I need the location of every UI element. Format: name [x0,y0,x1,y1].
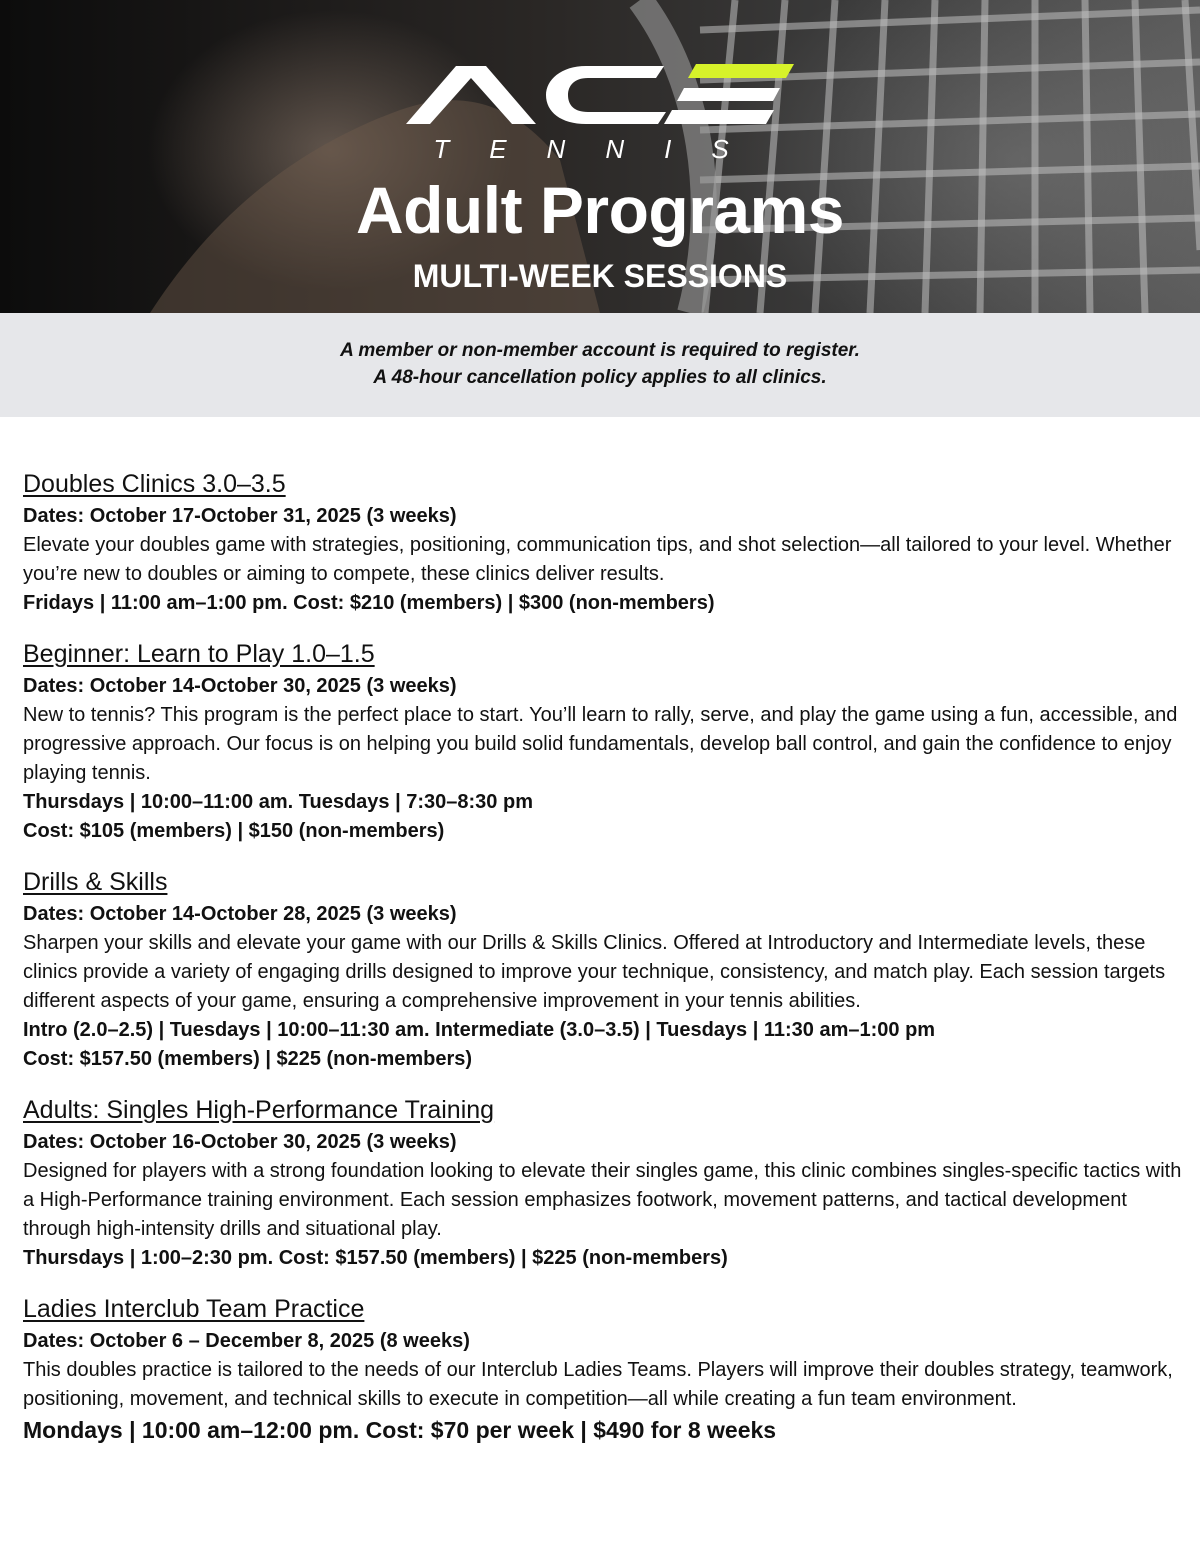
program-description: Sharpen your skills and elevate your game with our Drills & Skills Clinics. Offered at Introductory and Intermediate levels, these clinics provide a variety of engaging drills designed to improve your technique, consistency, and match play. Each session targets different aspects of your game, ensuring a comprehensive improvement in your tennis abilities. [23,932,1166,1012]
program-title: Doubles Clinics 3.0–3.5 [23,470,286,498]
program-schedule: Thursdays | 1:00–2:30 pm. Cost: $157.50 (members) | $225 (non-members) [23,1247,728,1269]
page-subtitle: MULTI-WEEK SESSIONS [412,258,788,294]
notice-line-cancellation: A 48-hour cancellation policy applies to all clinics. [373,367,827,388]
program-description: Designed for players with a strong foundation looking to elevate their singles game, this clinic combines singles-specific tactics with a High-Performance training environment. Each session emphasizes footwork, movement patterns, and tactical development through high-intensity drills and situational play. [23,1160,1182,1240]
program-title: Adults: Singles High-Performance Training [23,1096,495,1124]
program-drills-and-skills [23,865,1182,1074]
page-title: Adult Programs [355,173,845,247]
notice-line-account: A member or non-member account is required to register. [340,340,860,361]
program-description: Elevate your doubles game with strategies, positioning, communication tips, and shot selection—all tailored to your level. Whether you’re new to doubles or aiming to compete, these clinics deliver results. [23,534,1172,585]
program-schedule: Fridays | 11:00 am–1:00 pm. Cost: $210 (members) | $300 (non-members) [23,592,715,614]
program-list [0,417,1200,1446]
program-dates: Dates: October 14-October 30, 2025 (3 weeks) [23,675,457,697]
registration-notice [0,313,1200,417]
program-cost: Cost: $157.50 (members) | $225 (non-members) [23,1048,473,1070]
program-cost: Cost: $105 (members) | $150 (non-members) [23,820,445,842]
program-ladies-interclub [23,1292,1182,1446]
program-dates: Dates: October 17-October 31, 2025 (3 weeks) [23,505,457,527]
logo-subtext: TENNIS [433,134,769,162]
program-doubles-clinics [23,467,1182,618]
program-description: This doubles practice is tailored to the needs of our Interclub Ladies Teams. Players will improve their doubles strategy, teamwork, positioning, movement, and technical skills to execute in competition—all while creating a fun team environment. [23,1359,1173,1410]
program-title: Ladies Interclub Team Practice [23,1295,365,1323]
program-beginner-learn-to-play [23,637,1182,846]
ace-tennis-logo [396,58,806,167]
program-schedule: Intro (2.0–2.5) | Tuesdays | 10:00–11:30 am. Intermediate (3.0–3.5) | Tuesdays | 11:30 am–1:00 pm [23,1019,936,1041]
logo-accent-stripe [688,64,794,78]
program-schedule: Thursdays | 10:00–11:00 am. Tuesdays | 7:30–8:30 pm [23,791,533,813]
program-title: Beginner: Learn to Play 1.0–1.5 [23,640,375,668]
program-title: Drills & Skills [23,868,168,896]
program-description: New to tennis? This program is the perfect place to start. You’ll learn to rally, serve, and play the game using a fun, accessible, and progressive approach. Our focus is on helping you build solid fundamentals, develop ball control, and gain the confidence to enjoy playing tennis. [23,704,1178,784]
program-dates: Dates: October 16-October 30, 2025 (3 weeks) [23,1131,457,1153]
program-singles-high-performance [23,1093,1182,1273]
program-schedule: Mondays | 10:00 am–12:00 pm. Cost: $70 per week | $490 for 8 weeks [23,1417,777,1443]
hero-banner [0,0,1200,313]
program-dates: Dates: October 14-October 28, 2025 (3 weeks) [23,903,457,925]
program-dates: Dates: October 6 – December 8, 2025 (8 weeks) [23,1330,470,1352]
